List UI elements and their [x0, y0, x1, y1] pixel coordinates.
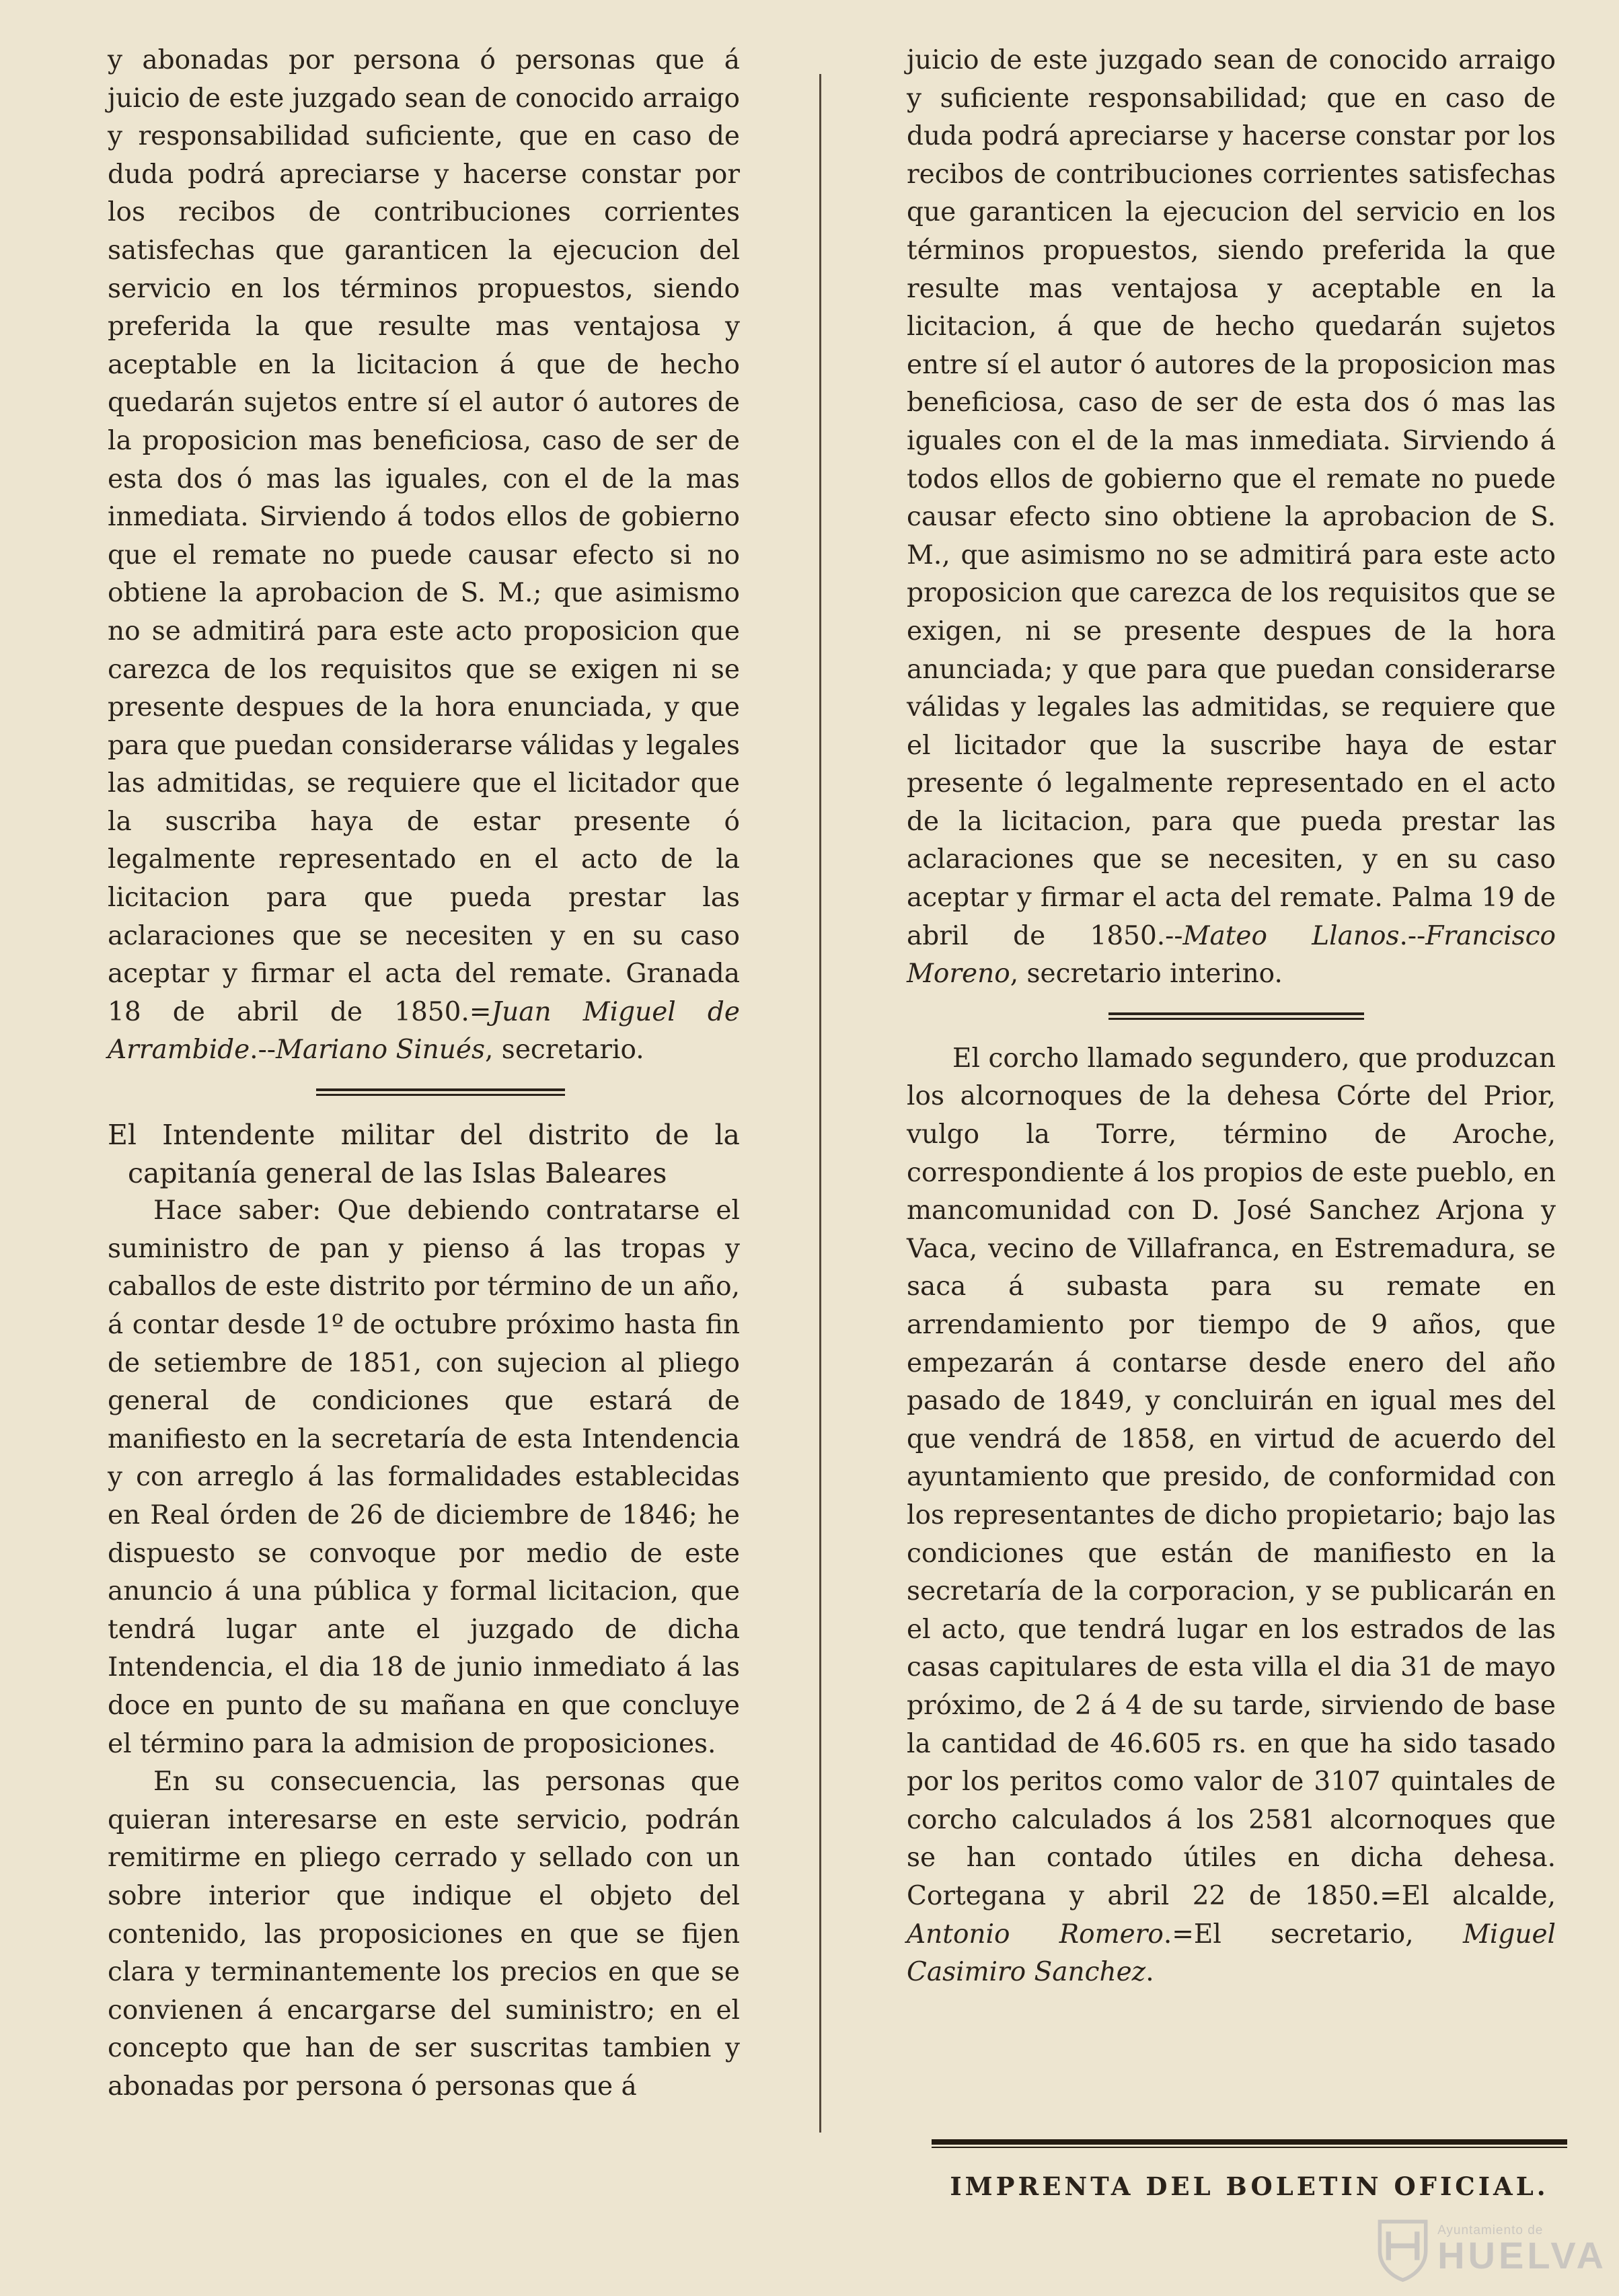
- archive-watermark: [1375, 2211, 1607, 2288]
- baleares-notice-paragraph: Hace saber: Que debiendo contratarse el suministro de pan y pienso á las tropas y caballos de este distrito por término de un año, á contar desde 1º de octubre próximo hasta fin de setiembre de 1851, con sujecion al pliego general de condiciones que estará de manifiesto en la secretaría de esta Intendencia y con arreglo á las formalidades establecidas en Real órden de 26 de diciembre de 1846; he dispuesto se convoque por medio de este anuncio á una pública y formal licitacion, que tendrá lugar ante el juzgado de dicha Intendencia, el dia 18 de junio inmediato á las doce en punto de su mañana en que concluye el término para la admision de proposiciones.: [108, 1195, 740, 1759]
- baleares-notice-heading: El Intendente militar del distrito de la capitanía general de las Islas Baleares: [108, 1119, 740, 1189]
- right-column: [907, 42, 1556, 1992]
- section-divider: [1108, 1012, 1364, 1021]
- column-rule: [819, 74, 821, 2133]
- imprint-rule: [932, 2139, 1567, 2149]
- left-column: [108, 42, 740, 2106]
- coat-of-arms-icon: [1375, 2214, 1431, 2285]
- cortegana-cork-notice: El corcho llamado segundero, que produzcan los alcornoques de la dehesa Córte del Prior, vulgo la Torre, término de Aroche, correspondiente á los propios de este pueblo, en mancomunidad con D. José Sanchez Arjona y Vaca, vecino de Villafranca, en Estremadura, se saca á subasta para su remate en arrendamiento por tiempo de 9 años, que empezarán á contarse desde enero del año pasado de 1849, y concluirán en igual mes del que vendrá de 1858, en virtud de acuerdo del ayuntamiento que presido, de conformidad con los representantes de dicho propietario; bajo las condiciones que están de manifiesto en la secretaría de la corporacion, y se publicarán en el acto, que tendrá lugar en los estrados de las casas capitulares de esta villa el dia 31 de mayo próximo, de 2 á 4 de su tarde, sirviendo de base la cantidad de 46.605 rs. en que ha sido tasado por los peritos como valor de 3107 quintales de corcho calculados á los 2581 alcornoques que se han contado útiles en dicha dehesa. Cortegana y abril 22 de 1850.=El alcalde, Antonio Romero.=El secretario, Miguel Casimiro Sanchez.: [907, 1043, 1556, 1988]
- baleares-notice-paragraph: En su consecuencia, las personas que quieran interesarse en este servicio, podrán remitirme en pliego cerrado y sellado con un sobre interior que indique el objeto del contenido, las proposiciones en que se fijen clara y terminantemente los precios en que se convienen á encargarse del suministro; en el concepto que han de ser suscritas tambien y abonadas por persona ó personas que á: [108, 1767, 740, 2102]
- baleares-notice-end: juicio de este juzgado sean de conocido arraigo y suficiente responsabilidad; que en caso de duda podrá apreciarse y hacerse constar por los recibos de contribuciones corrientes satisfechas que garanticen la ejecucion del servicio en los términos propuestos, siendo preferida la que resulte mas ventajosa y aceptable en la licitacion, á que de hecho quedarán sujetos entre sí el autor ó autores de la proposicion mas beneficiosa, caso de ser de esta dos ó mas las iguales con el de la mas inmediata. Sirviendo á todos ellos de gobierno que el remate no puede causar efecto sino obtiene la aprobacion de S. M., que asimismo no se admitirá para este acto proposicion que carezca de los requisitos que se exigen, ni se presente despues de la hora anunciada; y que para que puedan considerarse válidas y legales las admitidas, se requiere que el licitador que la suscribe haya de estar presente ó legalmente representado en el acto de la licitacion, para que pueda prestar las aclaraciones que se necesiten, y en su caso aceptar y firmar el acta del remate. Palma 19 de abril de 1850.--Mateo Llanos.--Francisco Moreno, secretario interino.: [907, 45, 1556, 990]
- granada-notice-end: y abonadas por persona ó personas que á juicio de este juzgado sean de conocido arraigo y responsabilidad suficiente, que en caso de duda podrá apreciarse y hacerse constar por los recibos de contribuciones corrientes satisfechas que garanticen la ejecucion del servicio en los términos propuestos, siendo preferida la que resulte mas ventajosa y aceptable en la licitacion á que de hecho quedarán sujetos entre sí el autor ó autores de la proposicion mas beneficiosa, caso de ser de esta dos ó mas las iguales, con el de la mas inmediata. Sirviendo á todos ellos de gobierno que el remate no puede causar efecto si no obtiene la aprobacion de S. M.; que asimismo no se admitirá para este acto proposicion que carezca de los requisitos que se exigen ni se presente despues de la hora enunciada, y que para que puedan considerarse válidas y legales las admitidas, se requiere que el licitador que la suscriba haya de estar presente ó legalmente representado en el acto de la licitacion para que pueda prestar las aclaraciones que se necesiten y en su caso aceptar y firmar el acta del remate. Granada 18 de abril de 1850.=Juan Miguel de Arrambide.--Mariano Sinués, secretario.: [108, 45, 740, 1066]
- watermark-bottom-text: HUELVA: [1437, 2234, 1607, 2276]
- watermark-top-text: Ayuntamiento de: [1437, 2223, 1544, 2237]
- section-divider: [316, 1088, 565, 1097]
- imprint-line: IMPRENTA DEL BOLETIN OFICIAL.: [950, 2172, 1549, 2201]
